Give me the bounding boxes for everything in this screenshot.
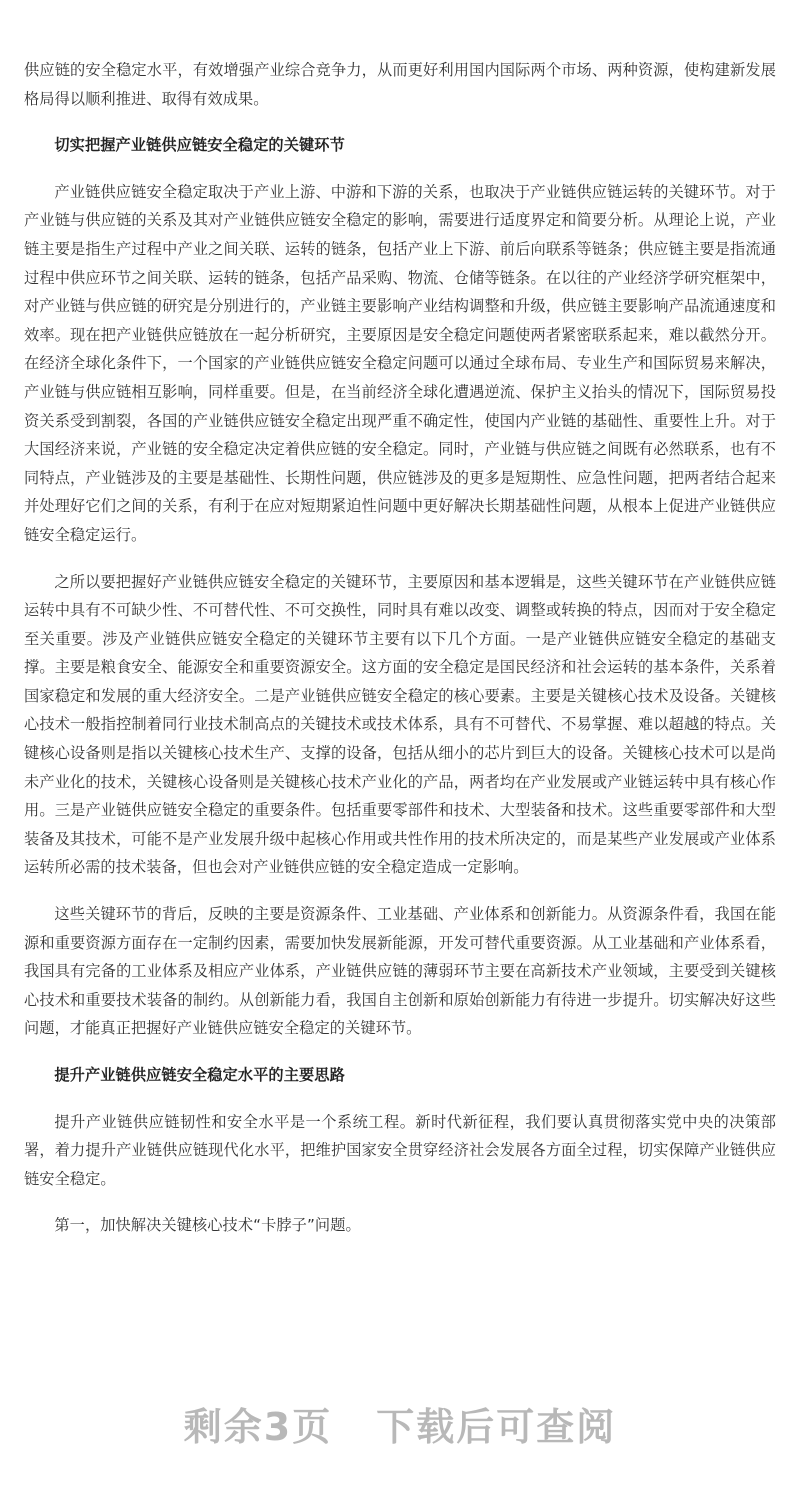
remaining-pages-label: 剩余3页 (183, 1405, 333, 1449)
download-banner[interactable] (0, 1396, 800, 1451)
section-heading-main-ideas: 提升产业链供应链安全稳定水平的主要思路 (54, 1066, 345, 1084)
section-heading-key-links: 切实把握产业链供应链安全稳定的关键环节 (54, 136, 345, 155)
paragraph-key-links: 之所以要把握好产业链供应链安全稳定的关键环节，主要原因和基本逻辑是，这些关键环节在产业链供应链运转中具有不可缺少性、不可替代性、不可交换性，同时具有难以改变、调整或转换的特点，因而对于安全稳定至关重要。涉及产业链供应链安全稳定的关键环节主要有以下几个方面。一是产业链供应链安全稳定的基础支撑。主要是粮食安全、能源安全和重要资源安全。这方面的安全稳定是国民经济和社会运转的基本条件，关系着国家稳定和发展的重大经济安全。二是产业链供应链安全稳定的核心要素。主要是关键核心技术及设备。关键核心技术一般指控制着同行业技术制高点的关键技术或技术体系，具有不可替代、不易掌握、难以超越的特点。关键核心设备则是指以关键核心技术生产、支撑的设备，包括从细小的芯片到巨大的设备。关键核心技术可以是尚未产业化的技术，关键核心设备则是关键核心技术产业化的产品，两者均在产业发展或产业链运转中具有核心作用。三是产业链供应链安全稳定的重要条件。包括重要零部件和技术、大型装备和技术。这些重要零部件和大型装备及其技术，可能不是产业发展升级中起核心作用或共性作用的技术所决定的，而是某些产业发展或产业体系运转所必需的技术装备，但也会对产业链供应链的安全稳定造成一定影响。 (24, 572, 776, 877)
intro-paragraph: 供应链的安全稳定水平，有效增强产业综合竞争力，从而更好利用国内国际两个市场、两种资源，使构建新发展格局得以顺利推进、取得有效成果。 (24, 61, 776, 108)
article-body (24, 56, 776, 1258)
paragraph-first-point: 第一，加快解决关键核心技术“卡脖子”问题。 (54, 1216, 361, 1235)
download-to-view-label[interactable]: 下载后可查阅 (376, 1405, 617, 1449)
paragraph-chain-relationship: 产业链供应链安全稳定取决于产业上游、中游和下游的关系，也取决于产业链供应链运转的关键环节。对于产业链与供应链的关系及其对产业链供应链安全稳定的影响，需要进行适度界定和简要分析。从理论上说，产业链主要是指生产过程中产业之间关联、运转的链条，包括产业上下游、前后向联系等链条；供应链主要是指流通过程中供应环节之间关联、运转的链条，包括产品采购、物流、仓储等链条。在以往的产业经济学研究框架中，对产业链与供应链的研究是分别进行的，产业链主要影响产业结构调整和升级，供应链主要影响产品流通速度和效率。现在把产业链供应链放在一起分析研究，主要原因是安全稳定问题使两者紧密联系起来，难以截然分开。在经济全球化条件下，一个国家的产业链供应链安全稳定问题可以通过全球布局、专业生产和国际贸易来解决，产业链与供应链相互影响，同样重要。但是，在当前经济全球化遭遇逆流、保护主义抬头的情况下，国际贸易投资关系受到割裂，各国的产业链供应链安全稳定出现严重不确定性，使国内产业链的基础性、重要性上升。对于大国经济来说，产业链的安全稳定决定着供应链的安全稳定。同时，产业链与供应链之间既有必然联系，也有不同特点，产业链涉及的主要是基础性、长期性问题，供应链涉及的更多是短期性、应急性问题，把两者结合起来并处理好它们之间的关系，有利于在应对短期紧迫性问题中更好解决长期基础性问题，从根本上促进产业链供应链安全稳定运行。 (24, 182, 776, 544)
paragraph-system-engineering: 提升产业链供应链韧性和安全水平是一个系统工程。新时代新征程，我们要认真贯彻落实党中央的决策部署，着力提升产业链供应链现代化水平，把维护国家安全贯穿经济社会发展各方面全过程，切实保障产业链供应链安全稳定。 (24, 1112, 776, 1188)
paragraph-resources: 这些关键环节的背后，反映的主要是资源条件、工业基础、产业体系和创新能力。从资源条件看，我国在能源和重要资源方面存在一定制约因素，需要加快发展新能源，开发可替代重要资源。从工业基础和产业体系看，我国具有完备的工业体系及相应产业体系，产业链供应链的薄弱环节主要在高新技术产业领域，主要受到关键核心技术和重要技术装备的制约。从创新能力看，我国自主创新和原始创新能力有待进一步提升。切实解决好这些问题，才能真正把握好产业链供应链安全稳定的关键环节。 (24, 905, 776, 1038)
